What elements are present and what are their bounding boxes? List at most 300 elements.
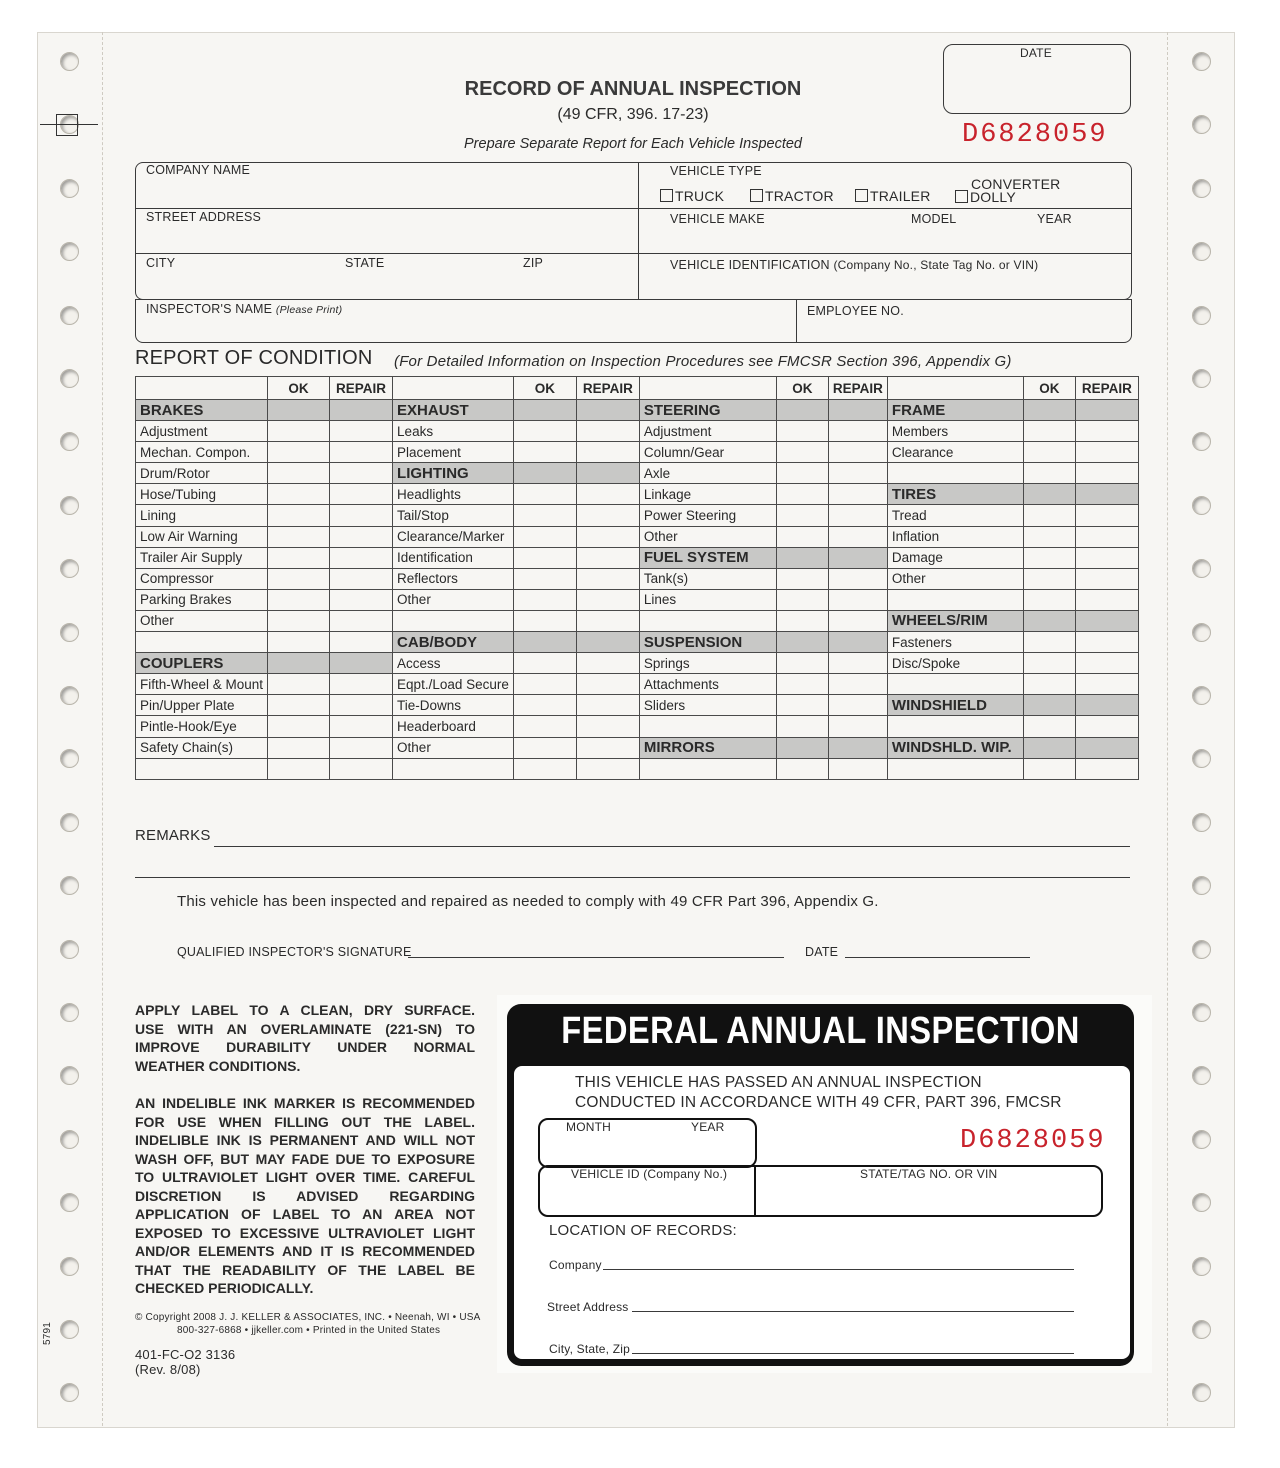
signature-label: QUALIFIED INSPECTOR'S SIGNATURE — [177, 945, 412, 959]
feed-hole — [60, 369, 79, 388]
repair-cell — [1075, 400, 1138, 421]
item-label — [887, 589, 1023, 610]
item-label: Linkage — [639, 484, 776, 505]
label-instructions — [135, 1001, 475, 1075]
table-row — [136, 568, 1139, 589]
ok-cell[interactable] — [776, 463, 828, 484]
ok-cell[interactable] — [776, 421, 828, 442]
ok-cell[interactable] — [513, 716, 576, 737]
checkbox-icon — [750, 189, 763, 202]
feed-hole — [60, 940, 79, 959]
repair-cell[interactable] — [828, 568, 887, 589]
repair-cell[interactable] — [330, 758, 393, 779]
item-label — [136, 632, 268, 653]
signature-date-line[interactable] — [845, 957, 1030, 958]
table-row — [136, 716, 1139, 737]
ok-cell[interactable] — [513, 505, 576, 526]
feed-hole — [1192, 940, 1211, 959]
feed-hole — [60, 1320, 79, 1339]
item-label: Headerboard — [393, 716, 514, 737]
checkbox-icon — [660, 189, 673, 202]
tractor-checkbox[interactable]: TRACTOR — [750, 188, 834, 204]
street-line[interactable] — [632, 1311, 1074, 1312]
ok-cell[interactable] — [1023, 653, 1075, 674]
ok-cell[interactable] — [513, 653, 576, 674]
repair-cell[interactable] — [828, 758, 887, 779]
item-label — [639, 610, 776, 631]
feed-hole — [60, 1257, 79, 1276]
zip-label: ZIP — [523, 256, 544, 270]
instruction-line: TO ULTRAVIOLET LIGHT OVER TIME. CAREFUL — [135, 1169, 475, 1185]
ok-cell[interactable] — [1023, 442, 1075, 463]
ok-cell[interactable] — [268, 484, 330, 505]
dolly-checkbox[interactable]: DOLLY — [955, 189, 1016, 205]
item-label: Safety Chain(s) — [136, 737, 268, 758]
feed-hole — [1192, 1193, 1211, 1212]
ok-cell[interactable] — [776, 484, 828, 505]
instruction-line: AN INDELIBLE INK MARKER IS RECOMMENDED — [135, 1095, 475, 1111]
repair-cell[interactable] — [330, 484, 393, 505]
feed-hole — [1192, 52, 1211, 71]
repair-cell — [330, 653, 393, 674]
repair-header: REPAIR — [828, 377, 887, 400]
ok-cell[interactable] — [268, 547, 330, 568]
ok-cell[interactable] — [513, 589, 576, 610]
item-label: Placement — [393, 442, 514, 463]
repair-cell[interactable] — [828, 463, 887, 484]
table-row — [136, 632, 1139, 653]
feed-hole — [60, 52, 79, 71]
item-label: Fifth-Wheel & Mount — [136, 674, 268, 695]
item-label: Hose/Tubing — [136, 484, 268, 505]
instruction-line: FOR USE WHEN FILLING OUT THE LABEL. — [135, 1113, 475, 1130]
ok-cell[interactable] — [776, 442, 828, 463]
item-label: Reflectors — [393, 568, 514, 589]
ok-cell[interactable] — [513, 442, 576, 463]
section-header: LIGHTING — [393, 463, 514, 484]
table-row — [136, 653, 1139, 674]
repair-cell[interactable] — [828, 589, 887, 610]
item-label — [887, 758, 1023, 779]
info-row-line — [135, 253, 1132, 254]
ok-cell[interactable] — [268, 463, 330, 484]
repair-cell[interactable] — [828, 610, 887, 631]
left-perforation — [102, 32, 103, 1426]
repair-cell — [828, 737, 887, 758]
ok-cell[interactable] — [268, 526, 330, 547]
repair-cell[interactable] — [330, 421, 393, 442]
repair-cell[interactable] — [576, 758, 639, 779]
item-label: Adjustment — [639, 421, 776, 442]
repair-cell[interactable] — [330, 568, 393, 589]
ok-cell — [776, 547, 828, 568]
repair-cell — [828, 632, 887, 653]
table-row — [136, 737, 1139, 758]
repair-cell[interactable] — [828, 716, 887, 737]
feed-hole — [60, 623, 79, 642]
repair-cell — [828, 400, 887, 421]
state-label: STATE — [345, 256, 385, 270]
copyright-line-1: © Copyright 2008 J. J. KELLER & ASSOCIATES, INC. • Neenah, WI • USA — [135, 1312, 481, 1323]
repair-cell — [828, 547, 887, 568]
repair-cell — [576, 400, 639, 421]
feed-hole — [1192, 115, 1211, 134]
feed-hole — [1192, 876, 1211, 895]
item-label: Compressor — [136, 568, 268, 589]
repair-cell[interactable] — [1075, 758, 1138, 779]
section-header: WINDSHLD. WIP. — [887, 737, 1023, 758]
inspector-name-label: INSPECTOR'S NAME (Please Print) — [146, 302, 343, 316]
section-header: FRAME — [887, 400, 1023, 421]
month-label: MONTH — [566, 1120, 611, 1134]
ok-cell[interactable] — [268, 695, 330, 716]
ok-cell[interactable] — [268, 758, 330, 779]
item-label — [887, 674, 1023, 695]
table-row — [136, 758, 1139, 779]
ok-cell[interactable] — [513, 568, 576, 589]
repair-cell[interactable] — [330, 547, 393, 568]
ok-cell[interactable] — [1023, 716, 1075, 737]
item-label: Springs — [639, 653, 776, 674]
city-state-zip-label: City, State, Zip — [549, 1342, 631, 1356]
year-label: YEAR — [1037, 212, 1072, 226]
repair-cell[interactable] — [576, 547, 639, 568]
feed-hole — [60, 1066, 79, 1085]
repair-cell[interactable] — [330, 716, 393, 737]
ok-header: OK — [1023, 377, 1075, 400]
copyright-line-2: 800-327-6868 • jjkeller.com • Printed in the United States — [177, 1325, 441, 1336]
ok-cell[interactable] — [1023, 674, 1075, 695]
ok-cell[interactable] — [268, 442, 330, 463]
table-row — [136, 463, 1139, 484]
ok-cell[interactable] — [776, 674, 828, 695]
instruction-line: IMPROVE DURABILITY UNDER NORMAL — [135, 1039, 475, 1055]
ok-cell[interactable] — [513, 695, 576, 716]
feed-hole — [60, 242, 79, 261]
ok-cell[interactable] — [268, 610, 330, 631]
repair-cell[interactable] — [576, 442, 639, 463]
ok-cell[interactable] — [268, 505, 330, 526]
repair-cell — [576, 463, 639, 484]
ok-cell[interactable] — [268, 716, 330, 737]
instruction-line: WEATHER CONDITIONS. — [135, 1057, 301, 1074]
item-label: Pin/Upper Plate — [136, 695, 268, 716]
repair-cell[interactable] — [576, 484, 639, 505]
feed-hole — [60, 1130, 79, 1149]
instruction-line: THAT THE READABILITY OF THE LABEL BE — [135, 1261, 475, 1278]
ok-cell[interactable] — [1023, 421, 1075, 442]
serial-number: D6828059 — [962, 120, 1108, 150]
form-title: RECORD OF ANNUAL INSPECTION — [464, 78, 802, 100]
feed-hole — [60, 1003, 79, 1022]
repair-cell — [1075, 695, 1138, 716]
info-divider — [638, 162, 639, 299]
feed-hole — [1192, 242, 1211, 261]
repair-cell[interactable] — [576, 653, 639, 674]
ok-cell[interactable] — [776, 758, 828, 779]
ok-cell[interactable] — [268, 737, 330, 758]
item-label: Power Steering — [639, 505, 776, 526]
ok-cell[interactable] — [1023, 568, 1075, 589]
repair-cell[interactable] — [1075, 526, 1138, 547]
ok-header: OK — [513, 377, 576, 400]
ok-cell[interactable] — [513, 737, 576, 758]
repair-cell[interactable] — [330, 632, 393, 653]
signature-date-label: DATE — [805, 945, 839, 959]
instruction-line: DISCRETION IS ADVISED REGARDING — [135, 1187, 475, 1204]
ok-header: OK — [776, 377, 828, 400]
registration-mark-line — [40, 124, 98, 125]
repair-cell[interactable] — [1075, 505, 1138, 526]
repair-cell[interactable] — [828, 421, 887, 442]
truck-checkbox[interactable]: TRUCK — [660, 188, 724, 204]
city-line[interactable] — [632, 1353, 1074, 1354]
item-label: Low Air Warning — [136, 526, 268, 547]
feed-hole — [1192, 432, 1211, 451]
ok-cell[interactable] — [513, 421, 576, 442]
instruction-line: EXPOSED TO EXCESSIVE ULTRAVIOLET LIGHT — [135, 1224, 475, 1241]
item-label: Damage — [887, 547, 1023, 568]
item-label — [136, 758, 268, 779]
ok-cell[interactable] — [776, 653, 828, 674]
section-header: WINDSHIELD — [887, 695, 1023, 716]
form-number: 401-FC-O2 3136 — [135, 1347, 236, 1362]
city-label: CITY — [146, 256, 176, 270]
ok-cell[interactable] — [268, 421, 330, 442]
repair-cell[interactable] — [828, 484, 887, 505]
table-row — [136, 610, 1139, 631]
item-label — [887, 716, 1023, 737]
ok-cell — [776, 632, 828, 653]
section-header: EXHAUST — [393, 400, 514, 421]
item-label: Leaks — [393, 421, 514, 442]
checkbox-icon — [855, 189, 868, 202]
label-line-1: THIS VEHICLE HAS PASSED AN ANNUAL INSPECTION — [575, 1074, 982, 1091]
repair-cell[interactable] — [576, 589, 639, 610]
cfr-reference: (49 CFR, 396. 17-23) — [557, 106, 709, 123]
repair-cell[interactable] — [576, 610, 639, 631]
label-line-2: CONDUCTED IN ACCORDANCE WITH 49 CFR, PART 396, FMCSR — [575, 1094, 1062, 1111]
section-header: TIRES — [887, 484, 1023, 505]
feed-hole — [1192, 1257, 1211, 1276]
ok-cell[interactable] — [513, 610, 576, 631]
company-label: Company — [549, 1258, 602, 1272]
signature-line[interactable] — [408, 957, 784, 958]
ok-cell — [1023, 484, 1075, 505]
ok-cell — [1023, 737, 1075, 758]
ok-cell — [513, 463, 576, 484]
ok-cell[interactable] — [268, 632, 330, 653]
repair-cell[interactable] — [828, 526, 887, 547]
table-row — [136, 526, 1139, 547]
feed-hole — [60, 306, 79, 325]
item-label: Disc/Spoke — [887, 653, 1023, 674]
repair-cell[interactable] — [576, 505, 639, 526]
item-label: Other — [393, 737, 514, 758]
label-serial-number: D6828059 — [960, 1126, 1106, 1156]
instruction-line: WASH OFF, BUT MAY FADE DUE TO EXPOSURE — [135, 1150, 475, 1167]
ok-cell[interactable] — [776, 568, 828, 589]
feed-hole — [1192, 1320, 1211, 1339]
ok-cell[interactable] — [1023, 463, 1075, 484]
ok-cell[interactable] — [776, 526, 828, 547]
vehicle-id-label: VEHICLE ID (Company No.) — [571, 1167, 728, 1181]
item-label: Sliders — [639, 695, 776, 716]
repair-cell[interactable] — [1075, 442, 1138, 463]
repair-cell[interactable] — [330, 463, 393, 484]
item-label — [639, 758, 776, 779]
item-label: Fasteners — [887, 632, 1023, 653]
company-name-label: COMPANY NAME — [146, 163, 251, 177]
repair-cell[interactable] — [330, 589, 393, 610]
repair-cell[interactable] — [330, 505, 393, 526]
ok-cell[interactable] — [513, 526, 576, 547]
repair-cell[interactable] — [1075, 716, 1138, 737]
item-label: Column/Gear — [639, 442, 776, 463]
feed-hole — [60, 432, 79, 451]
ok-cell[interactable] — [1023, 526, 1075, 547]
repair-cell[interactable] — [330, 674, 393, 695]
section-header: STEERING — [639, 400, 776, 421]
item-label: Clearance — [887, 442, 1023, 463]
remarks-line[interactable] — [214, 846, 1130, 847]
repair-cell[interactable] — [828, 653, 887, 674]
ok-cell[interactable] — [268, 589, 330, 610]
revision: (Rev. 8/08) — [135, 1362, 201, 1377]
feed-hole — [1192, 1003, 1211, 1022]
item-label — [393, 610, 514, 631]
table-row — [136, 442, 1139, 463]
ok-cell[interactable] — [513, 758, 576, 779]
repair-cell[interactable] — [1075, 674, 1138, 695]
section-header: SUSPENSION — [639, 632, 776, 653]
repair-cell[interactable] — [330, 442, 393, 463]
feed-hole — [60, 559, 79, 578]
feed-hole — [1192, 369, 1211, 388]
item-label: Headlights — [393, 484, 514, 505]
item-label — [639, 716, 776, 737]
item-label: Attachments — [639, 674, 776, 695]
ok-cell[interactable] — [513, 484, 576, 505]
item-label: Lines — [639, 589, 776, 610]
repair-cell[interactable] — [330, 695, 393, 716]
feed-hole — [60, 179, 79, 198]
form-subtitle: Prepare Separate Report for Each Vehicle Inspected — [464, 136, 802, 152]
section-header: COUPLERS — [136, 653, 268, 674]
repair-cell[interactable] — [576, 674, 639, 695]
repair-header: REPAIR — [576, 377, 639, 400]
ok-cell[interactable] — [776, 589, 828, 610]
employee-no-label: EMPLOYEE NO. — [807, 304, 904, 318]
repair-cell[interactable] — [576, 526, 639, 547]
item-label: Members — [887, 421, 1023, 442]
ok-cell[interactable] — [776, 695, 828, 716]
repair-cell[interactable] — [330, 610, 393, 631]
state-tag-label: STATE/TAG NO. OR VIN — [860, 1167, 998, 1181]
item-label: Tie-Downs — [393, 695, 514, 716]
inspector-divider — [796, 299, 797, 342]
ok-cell — [776, 737, 828, 758]
item-label: Tank(s) — [639, 568, 776, 589]
repair-cell[interactable] — [576, 421, 639, 442]
repair-cell — [1075, 610, 1138, 631]
ok-cell — [268, 400, 330, 421]
certification-text: This vehicle has been inspected and repaired as needed to comply with 49 CFR Part 396, Appendix G. — [177, 893, 879, 910]
item-label: Other — [136, 610, 268, 631]
info-row-line — [135, 208, 1132, 209]
repair-cell[interactable] — [576, 695, 639, 716]
repair-cell[interactable] — [576, 716, 639, 737]
ok-cell[interactable] — [513, 674, 576, 695]
repair-cell[interactable] — [1075, 632, 1138, 653]
ok-cell — [1023, 610, 1075, 631]
repair-cell[interactable] — [828, 505, 887, 526]
ok-cell[interactable] — [776, 716, 828, 737]
ok-cell[interactable] — [513, 547, 576, 568]
feed-hole — [60, 876, 79, 895]
label-title: FEDERAL ANNUAL INSPECTION — [561, 1010, 1080, 1052]
ok-cell[interactable] — [1023, 589, 1075, 610]
report-heading: REPORT OF CONDITION — [135, 347, 373, 369]
repair-cell[interactable] — [1075, 589, 1138, 610]
checkbox-icon — [955, 190, 968, 203]
repair-cell[interactable] — [1075, 463, 1138, 484]
repair-cell[interactable] — [1075, 421, 1138, 442]
ok-cell[interactable] — [1023, 547, 1075, 568]
ok-cell[interactable] — [268, 568, 330, 589]
ok-cell[interactable] — [776, 610, 828, 631]
repair-cell[interactable] — [1075, 547, 1138, 568]
ok-cell — [1023, 400, 1075, 421]
feed-hole — [1192, 686, 1211, 705]
instruction-line: USE WITH AN OVERLAMINATE (221-SN) TO — [135, 1020, 475, 1037]
trailer-checkbox[interactable]: TRAILER — [855, 188, 931, 204]
ok-cell — [1023, 695, 1075, 716]
ok-cell[interactable] — [1023, 632, 1075, 653]
item-label: Lining — [136, 505, 268, 526]
ok-cell[interactable] — [1023, 505, 1075, 526]
section-header: MIRRORS — [639, 737, 776, 758]
company-line[interactable] — [603, 1269, 1074, 1270]
repair-cell[interactable] — [576, 568, 639, 589]
repair-cell[interactable] — [828, 674, 887, 695]
repair-cell[interactable] — [1075, 568, 1138, 589]
repair-cell[interactable] — [330, 526, 393, 547]
feed-hole — [60, 1383, 79, 1402]
table-row — [136, 589, 1139, 610]
ok-cell[interactable] — [268, 674, 330, 695]
ok-cell[interactable] — [776, 505, 828, 526]
ok-cell[interactable] — [1023, 758, 1075, 779]
item-label: Other — [887, 568, 1023, 589]
feed-hole — [60, 496, 79, 515]
repair-cell[interactable] — [330, 737, 393, 758]
instruction-line: AND/OR ELEMENTS AND IT IS RECOMMENDED — [135, 1243, 475, 1259]
repair-cell[interactable] — [828, 442, 887, 463]
ok-cell — [513, 632, 576, 653]
repair-cell[interactable] — [1075, 653, 1138, 674]
repair-cell[interactable] — [576, 737, 639, 758]
table-header-row — [136, 377, 1139, 400]
remarks-line[interactable] — [135, 877, 1130, 878]
table-row — [136, 695, 1139, 716]
feed-hole — [1192, 559, 1211, 578]
feed-hole — [60, 813, 79, 832]
repair-cell — [576, 632, 639, 653]
report-note: (For Detailed Information on Inspection Procedures see FMCSR Section 396, Appendix G) — [394, 353, 1012, 370]
repair-cell[interactable] — [828, 695, 887, 716]
item-label: Access — [393, 653, 514, 674]
